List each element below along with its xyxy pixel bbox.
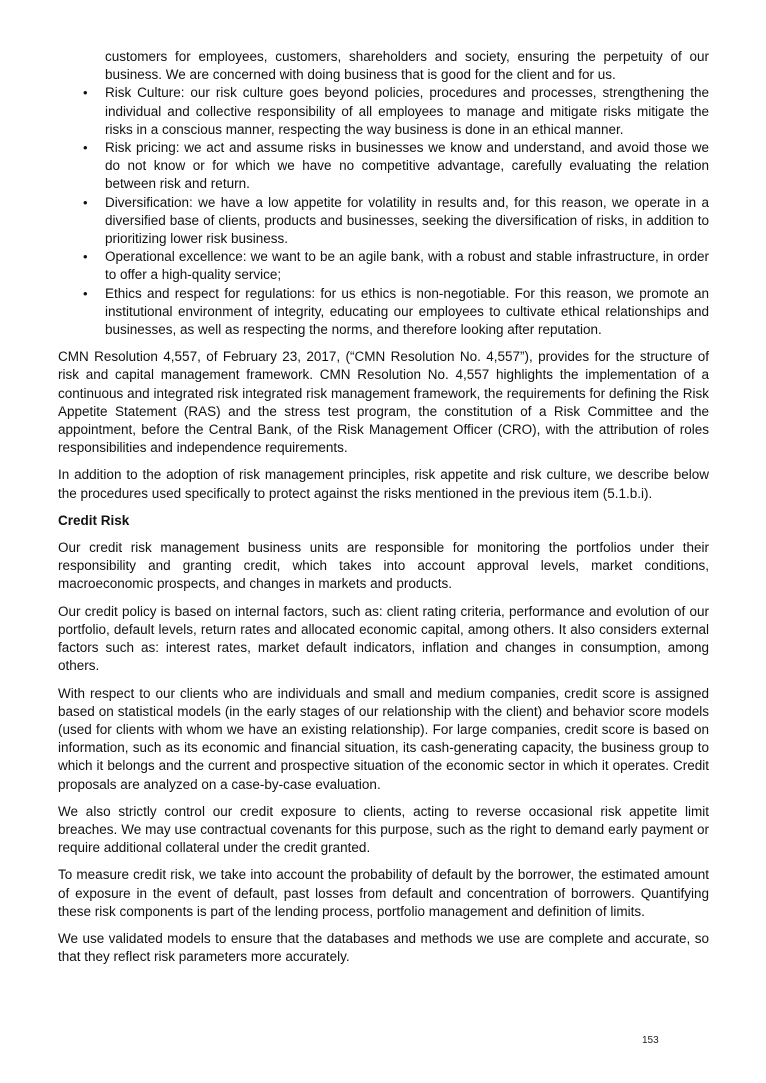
list-item-text: Risk pricing: we act and assume risks in businesses we know and understand, and avoid those we do not know or for which we have no competitive advantage, carefully evaluating the relation between risk and return. bbox=[105, 140, 709, 192]
principles-list bbox=[58, 84, 709, 339]
bullet-icon: • bbox=[83, 194, 88, 210]
page-number: 153 bbox=[642, 1035, 659, 1046]
paragraph: We also strictly control our credit exposure to clients, acting to reverse occasional risk appetite limit breaches. We may use contractual covenants for this purpose, such as the right to demand early payment or require additional collateral under the credit granted. bbox=[58, 803, 709, 856]
section-heading: Credit Risk bbox=[58, 512, 130, 528]
list-item bbox=[58, 248, 709, 284]
list-item-text: Risk Culture: our risk culture goes beyond policies, procedures and processes, strengthening the individual and collective responsibility of all employees to manage and mitigate risks mitigate the risks in a conscious manner, respecting the way business is done in an ethical manner. bbox=[105, 85, 709, 137]
list-item-text: Diversification: we have a low appetite for volatility in results and, for this reason, we operate in a diversified base of clients, products and businesses, seeking the diversification of risks, in addition to prioritizing lower risk business. bbox=[105, 194, 709, 247]
bullet-icon: • bbox=[83, 285, 88, 301]
list-item bbox=[58, 139, 709, 194]
list-item bbox=[58, 84, 709, 139]
bullet-icon: • bbox=[83, 85, 88, 101]
paragraph: Our credit risk management business units are responsible for monitoring the portfolios under their responsibility and granting credit, which takes into account approval levels, market conditions, macroeconomic prospects, and changes in markets and products. bbox=[58, 540, 709, 592]
bullet-icon: • bbox=[83, 249, 88, 265]
paragraph-procedures: In addition to the adoption of risk management principles, risk appetite and risk culture, we describe below the procedures used specifically to protect against the risks mentioned in the previous item (5.1.b.i). bbox=[58, 467, 709, 501]
paragraph: We use validated models to ensure that the databases and methods we use are complete and accurate, so that they reflect risk parameters more accurately. bbox=[58, 930, 709, 965]
list-item-text: Ethics and respect for regulations: for us ethics is non-negotiable. For this reason, we promote an institutional environment of integrity, educating our employees to cultivate ethical relationships and businesses, as well as respecting the norms, and therefore looking after reputation. bbox=[105, 285, 709, 338]
paragraph: Our credit policy is based on internal factors, such as: client rating criteria, performance and evolution of our portfolio, default levels, return rates and allocated economic capital, among others. It also considers external factors such as: interest rates, market default indicators, inflation and changes in consumption, among others. bbox=[58, 603, 709, 674]
list-item-text: Operational excellence: we want to be an agile bank, with a robust and stable infrastructure, in order to offer a high-quality service; bbox=[105, 249, 709, 283]
list-item bbox=[58, 194, 709, 249]
document-page bbox=[58, 48, 709, 966]
list-item bbox=[58, 285, 709, 340]
continuation-text: customers for employees, customers, shareholders and society, ensuring the perpetuity of our business. We are concerned with doing business that is good for the client and for us. bbox=[105, 49, 709, 83]
paragraph: To measure credit risk, we take into account the probability of default by the borrower, the estimated amount of exposure in the event of default, past losses from default and concentration of borrowers. Quantifying these risk components is part of the lending process, portfolio management and definition of limits. bbox=[58, 867, 709, 919]
bullet-icon: • bbox=[83, 140, 88, 156]
paragraph-cmn-resolution: CMN Resolution 4,557, of February 23, 2017, (“CMN Resolution No. 4,557”), provides for the structure of risk and capital management framework. CMN Resolution No. 4,557 highlights the implementation of a continuous and integrated risk integrated risk management framework, the requirements for defining the Risk Appetite Statement (RAS) and the stress test program, the constitution of a Risk Committee and the appointment, before the Central Bank, of the Risk Management Officer (CRO), with the attribution of roles responsibilities and independence requirements. bbox=[58, 349, 709, 456]
paragraph: With respect to our clients who are individuals and small and medium companies, credit score is assigned based on statistical models (in the early stages of our relationship with the client) and behavior score models (used for clients with whom we have an existing relationship). For large companies, credit score is based on information, such as its economic and financial situation, its cash-generating capacity, the business group to which it belongs and the current and prospective situation of the economic sector in which it operates. Credit proposals are analyzed on a case-by-case evaluation. bbox=[58, 685, 709, 792]
